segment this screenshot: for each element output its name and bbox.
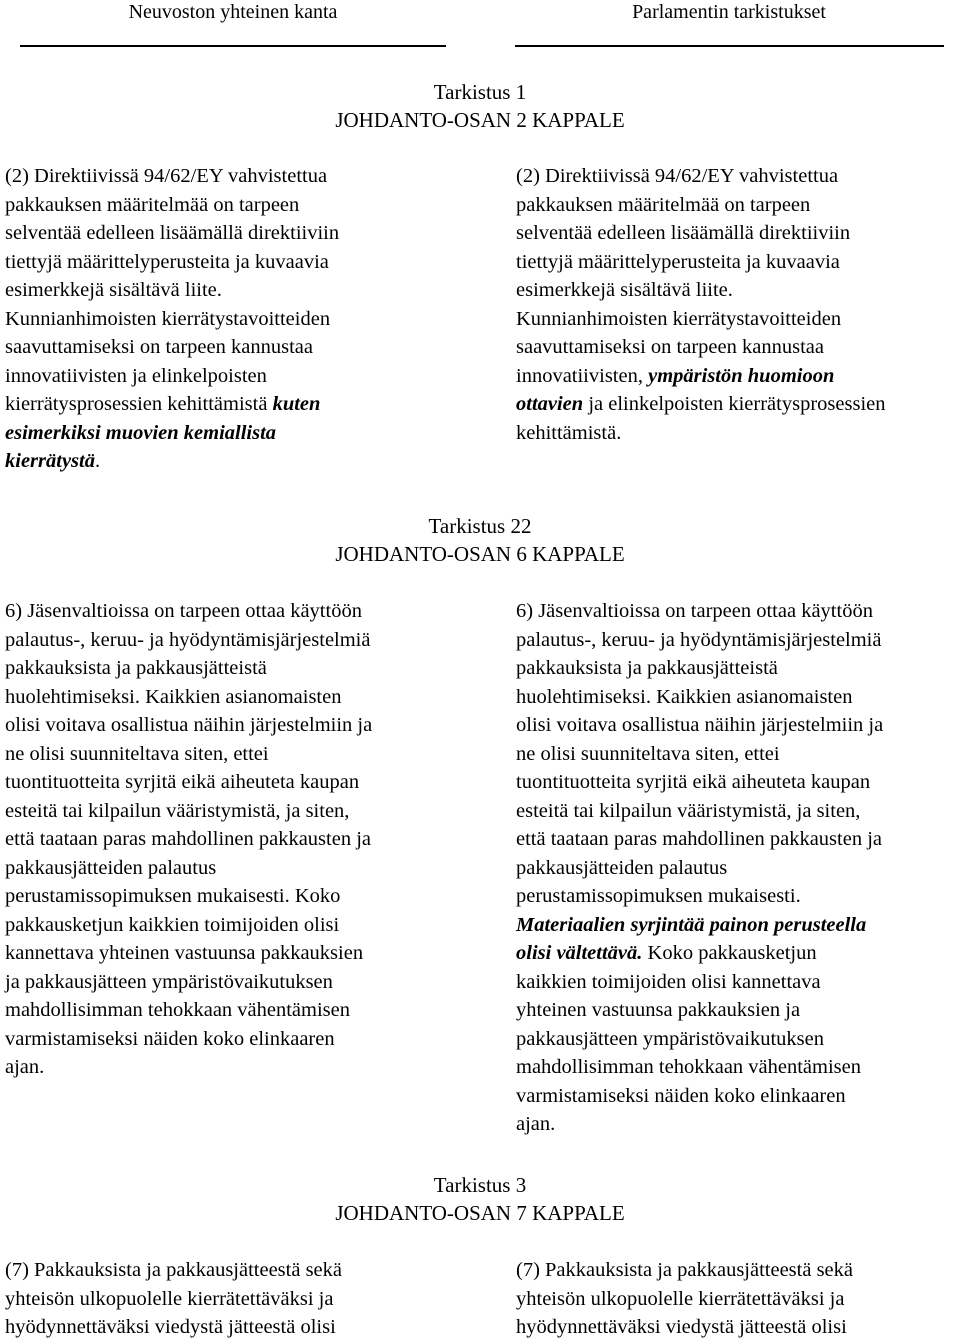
text-line — [5, 882, 455, 911]
text-line — [516, 1110, 958, 1139]
text-line — [516, 162, 958, 191]
text-segment: tuontituotteita syrjitä eikä aiheuteta kaupan — [5, 771, 360, 793]
amendment-3-parliament-text — [516, 1256, 958, 1342]
text-segment: pakkauksista ja pakkausjätteistä — [516, 657, 778, 679]
text-line — [5, 939, 455, 968]
text-segment: varmistamiseksi näiden koko elinkaaren — [516, 1084, 846, 1107]
text-segment: pakkauksen määritelmää on tarpeen — [5, 193, 300, 216]
amended-text: esimerkiksi muovien kemiallista — [5, 421, 277, 444]
text-segment: ne olisi suunniteltava siten, ettei — [5, 742, 269, 765]
text-line — [516, 768, 958, 797]
text-segment: ajan. — [516, 1113, 556, 1135]
text-segment: selventää edelleen lisäämällä direktiiviin — [5, 222, 340, 244]
text-segment: (2) Direktiivissä 94/62/EY vahvistettua — [5, 165, 328, 187]
text-line — [516, 683, 958, 712]
text-line — [516, 248, 958, 277]
text-segment: innovatiivisten, — [516, 364, 649, 387]
text-segment: yhteisön ulkopuolelle kierrätettäväksi ja — [516, 1287, 845, 1310]
text-line — [5, 768, 455, 797]
amended-text: Materiaalien syrjintää painon perusteella — [516, 913, 867, 936]
text-segment: esimerkkejä sisältävä liite. — [516, 279, 733, 301]
text-line — [516, 968, 958, 997]
text-segment: innovatiivisten ja elinkelpoisten — [5, 364, 267, 387]
text-segment: kierrätysprosessien kehittämistä — [5, 393, 273, 415]
text-line — [516, 1025, 958, 1054]
text-segment: Kunnianhimoisten kierrätystavoitteiden — [5, 307, 331, 330]
text-segment: 6) Jäsenvaltioissa on tarpeen ottaa käyttöön — [516, 600, 873, 622]
text-line — [516, 854, 958, 883]
text-line — [516, 305, 958, 334]
text-line — [5, 1025, 455, 1054]
text-segment: selventää edelleen lisäämällä direktiiviin — [516, 222, 851, 244]
text-line — [5, 911, 455, 940]
amendment-3-council-text — [5, 1256, 455, 1342]
amended-text: kuten — [272, 393, 321, 415]
text-line — [5, 305, 455, 334]
text-segment: esimerkkejä sisältävä liite. — [5, 279, 222, 301]
text-segment: mahdollisimman tehokkaan vähentämisen — [516, 1056, 861, 1078]
text-segment: tiettyjä määrittelyperusteita ja kuvaavia — [516, 250, 840, 273]
text-line — [5, 654, 455, 683]
text-line — [5, 854, 455, 883]
text-line — [5, 362, 455, 391]
amendment-section: JOHDANTO-OSAN 7 KAPPALE — [335, 1201, 625, 1225]
text-segment: perustamissopimuksen mukaisesti. Koko — [5, 885, 341, 907]
text-line — [516, 219, 958, 248]
text-line — [5, 996, 455, 1025]
text-segment: hyödynnettäväksi viedystä jätteestä olisi — [5, 1316, 336, 1338]
amended-text: ympäristön huomioon — [648, 364, 835, 387]
header-right-rule — [515, 45, 944, 47]
header-left-title: Neuvoston yhteinen kanta — [128, 1, 338, 23]
text-line — [5, 968, 455, 997]
text-segment: esteitä tai kilpailun vääristymistä, ja siten, — [5, 799, 350, 822]
amendment-heading-3 — [0, 1171, 960, 1227]
text-line — [5, 390, 455, 419]
text-line — [516, 882, 958, 911]
text-segment: yhteinen vastuunsa pakkauksien ja — [516, 999, 801, 1021]
text-line — [516, 1256, 958, 1285]
text-segment: olisi voitava osallistua näihin järjestelmiin ja — [516, 714, 884, 736]
text-line — [516, 797, 958, 826]
text-segment: Kunnianhimoisten kierrätystavoitteiden — [516, 307, 842, 330]
text-line — [5, 683, 455, 712]
text-segment: tuontituotteita syrjitä eikä aiheuteta kaupan — [516, 771, 871, 793]
text-segment: pakkauksista ja pakkausjätteistä — [5, 657, 267, 679]
text-segment: palautus-, keruu- ja hyödyntämisjärjestelmiä — [516, 628, 882, 651]
text-segment: ne olisi suunniteltava siten, ettei — [516, 742, 780, 765]
text-segment: kannettava yhteinen vastuunsa pakkauksien — [5, 942, 364, 964]
text-segment: pakkausjätteen ympäristövaikutuksen — [516, 1027, 824, 1050]
text-line — [516, 1053, 958, 1082]
amended-text: ottavien — [516, 393, 584, 415]
text-segment: . — [94, 450, 101, 472]
text-segment: että taataan paras mahdollinen pakkausten ja — [516, 828, 882, 850]
text-line — [516, 939, 958, 968]
text-segment: saavuttamiseksi on tarpeen kannustaa — [5, 336, 313, 358]
text-segment: olisi voitava osallistua näihin järjestelmiin ja — [5, 714, 373, 736]
header-right-title: Parlamentin tarkistukset — [632, 1, 826, 23]
text-segment: yhteisön ulkopuolelle kierrätettäväksi ja — [5, 1287, 334, 1310]
text-segment: tiettyjä määrittelyperusteita ja kuvaavia — [5, 250, 329, 273]
text-line — [516, 276, 958, 305]
text-segment: hyödynnettäväksi viedystä jätteestä olisi — [516, 1316, 847, 1338]
amendment-number: Tarkistus 3 — [433, 1173, 527, 1197]
text-segment: että taataan paras mahdollinen pakkausten ja — [5, 828, 371, 850]
text-line — [5, 276, 455, 305]
text-line — [516, 996, 958, 1025]
text-segment: mahdollisimman tehokkaan vähentämisen — [5, 999, 350, 1021]
text-line — [5, 1053, 455, 1082]
text-line — [5, 248, 455, 277]
text-line — [516, 419, 958, 448]
text-line — [516, 740, 958, 769]
text-segment: pakkausketjun kaikkien toimijoiden olisi — [5, 913, 340, 936]
amended-text: olisi vältettävä. — [516, 942, 643, 964]
text-line — [5, 419, 455, 448]
text-line — [5, 447, 455, 476]
amendment-1-council-text — [5, 162, 455, 476]
text-line — [5, 740, 455, 769]
text-line — [516, 1285, 958, 1314]
text-segment: perustamissopimuksen mukaisesti. — [516, 885, 801, 907]
text-line — [516, 597, 958, 626]
text-line — [5, 711, 455, 740]
text-line — [5, 191, 455, 220]
text-segment: huolehtimiseksi. Kaikkien asianomaisten — [5, 685, 342, 708]
text-line — [516, 626, 958, 655]
text-segment: varmistamiseksi näiden koko elinkaaren — [5, 1027, 335, 1050]
text-segment: ja pakkausjätteen ympäristövaikutuksen — [5, 970, 333, 993]
text-segment: kaikkien toimijoiden olisi kannettava — [516, 970, 821, 993]
amendment-number: Tarkistus 1 — [433, 80, 527, 104]
text-segment: 6) Jäsenvaltioissa on tarpeen ottaa käyttöön — [5, 600, 362, 622]
text-line — [5, 597, 455, 626]
amendment-section: JOHDANTO-OSAN 2 KAPPALE — [335, 108, 625, 132]
text-line — [5, 825, 455, 854]
text-segment: ajan. — [5, 1056, 45, 1078]
text-line — [5, 797, 455, 826]
text-line — [516, 333, 958, 362]
text-line — [516, 911, 958, 940]
text-line — [516, 390, 958, 419]
amended-text: kierrätystä — [5, 450, 95, 472]
text-segment: kehittämistä. — [516, 421, 622, 444]
text-line — [5, 333, 455, 362]
text-line — [5, 1256, 455, 1285]
amendment-22-parliament-text — [516, 597, 958, 1139]
amendment-heading-1 — [0, 78, 960, 134]
text-line — [516, 711, 958, 740]
text-line — [516, 1082, 958, 1111]
text-segment: pakkausjätteiden palautus — [516, 856, 728, 879]
text-segment: huolehtimiseksi. Kaikkien asianomaisten — [516, 685, 853, 708]
text-segment: pakkauksen määritelmää on tarpeen — [516, 193, 811, 216]
text-segment: Koko pakkausketjun — [642, 942, 817, 964]
text-segment: saavuttamiseksi on tarpeen kannustaa — [516, 336, 824, 358]
text-line — [5, 1285, 455, 1314]
text-segment: (7) Pakkauksista ja pakkausjätteestä sekä — [516, 1259, 853, 1281]
text-segment: palautus-, keruu- ja hyödyntämisjärjestelmiä — [5, 628, 371, 651]
text-segment: (2) Direktiivissä 94/62/EY vahvistettua — [516, 165, 839, 187]
text-line — [5, 219, 455, 248]
text-segment: (7) Pakkauksista ja pakkausjätteestä sekä — [5, 1259, 342, 1281]
text-segment: pakkausjätteiden palautus — [5, 856, 217, 879]
text-segment: esteitä tai kilpailun vääristymistä, ja siten, — [516, 799, 861, 822]
text-line — [516, 654, 958, 683]
text-line — [516, 191, 958, 220]
text-line — [5, 162, 455, 191]
amendment-1-parliament-text — [516, 162, 958, 447]
header-left-rule — [20, 45, 446, 47]
text-line — [5, 1313, 455, 1342]
amendment-section: JOHDANTO-OSAN 6 KAPPALE — [335, 542, 625, 566]
amendment-number: Tarkistus 22 — [428, 514, 532, 538]
text-line — [516, 362, 958, 391]
text-line — [516, 825, 958, 854]
amendment-heading-22 — [0, 512, 960, 568]
text-line — [5, 626, 455, 655]
text-line — [516, 1313, 958, 1342]
text-segment: ja elinkelpoisten kierrätysprosessien — [583, 393, 886, 415]
amendment-22-council-text — [5, 597, 455, 1082]
